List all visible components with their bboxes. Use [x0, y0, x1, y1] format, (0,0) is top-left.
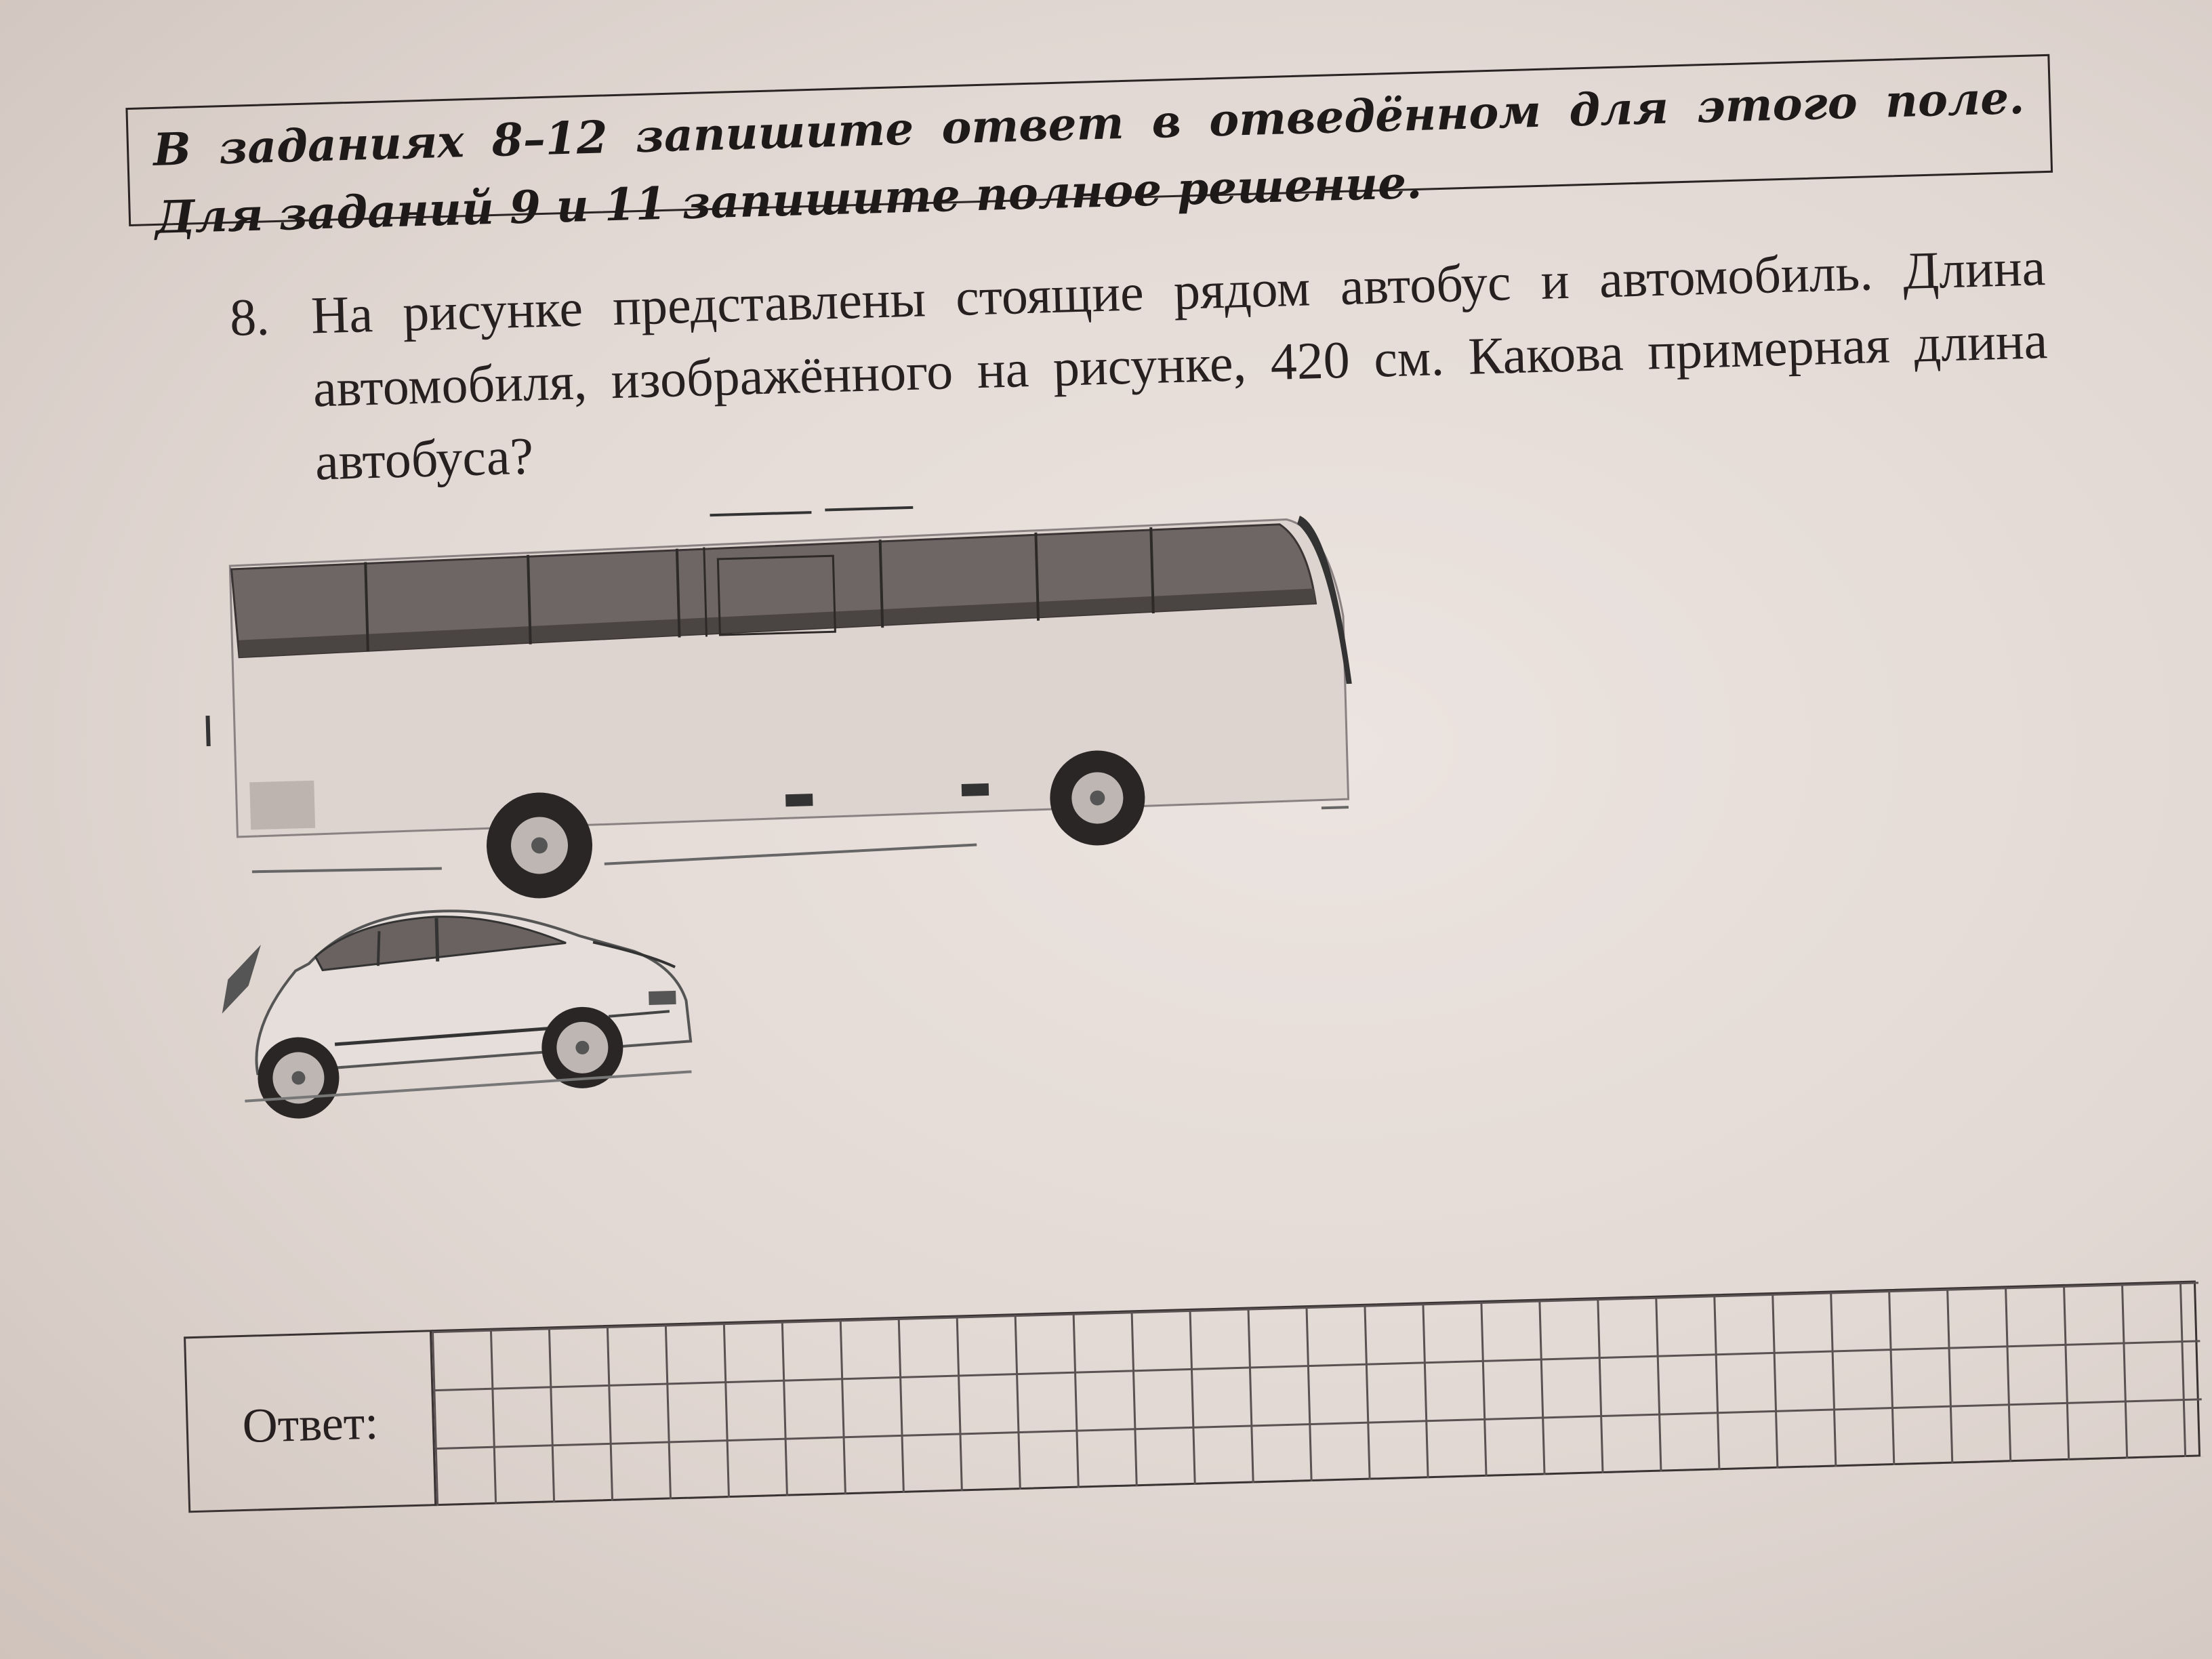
car-illustration	[220, 904, 693, 1120]
answer-grid[interactable]	[430, 1282, 2203, 1506]
task-number: 8.	[228, 287, 270, 347]
instruction-box	[125, 54, 2053, 244]
bus-illustration	[201, 495, 1357, 907]
answer-box	[184, 1280, 2200, 1513]
vehicles-figure	[188, 479, 1426, 1191]
task-text: На рисунке представлены стоящие рядом автобус и автомобиль. Длина автомобиля, изображённого на рисунке, 420 см. Какова примерная длина автобуса?	[310, 237, 2049, 491]
instruction-text: В заданиях 8–12 запишите ответ в отведённом для этого поле. Для заданий 9 и 11 запишите полное решение.	[152, 70, 2026, 244]
answer-label: Ответ:	[241, 1395, 380, 1454]
